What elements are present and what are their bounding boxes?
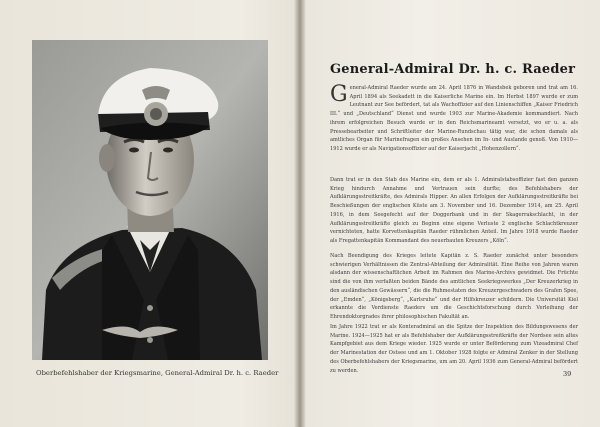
- paragraph-3: Nach Beendigung des Krieges leitete Kapitän z. S. Raeder zunächst unter besonders schwierigen Verhältnissen die Zentral-Abteilung der Admiralität. Eine Reihe von Jahren waren alsdann der wissenschaftlichen Arbeit im Rahmen des Marine-Archivs gewidmet. Die Früchte sind die von ihm verfaßten beiden Bände des amtlichen Seekriegswerkes „Der Kreuzerkrieg in den ausländischen Gewässern“, die die Ruhmestaten des Kreuzergeschwaders des Grafen Spee, der „Emden“, „Königsberg“, „Karlsruhe“ und der Hilfskreuzer schildern. Die Universität Kiel erkannte die Verdienste Raeders um die Geschichtsforschung durch Verleihung der Ehrendoktorgrades ihrer philosophischen Fakultät an.: [330, 253, 578, 320]
- paragraph-1-text: eneral-Admiral Raeder wurde am 24. April 1876 in Wandsbek geboren und trat am 16. April 1894 als Seekadett in die Kaiserliche Marine ein. Im Herbst 1897 wurde er zum Leutnant zur See befördert, tat als Wachoffizier auf den Linienschiffen „Kaiser Friedrich III.“ und „Deutschland“ Dienst und wurde 1903 zur Marine-Akademie kommandiert. Nach ihrem erfolgreichen Besuch wurde er in den Reichsmarineamt versetzt, wo er u. a. als Pressebearbeiter und Schriftleiter der Marine-Rundschau tätig war, die schon damals als amtliches Organ für Marinefragen ein großes Ansehen im In- und Auslande genoß. Von 1910—1912 wurde er als Navigationsoffizier auf der Kaiserjacht „Hohenzollern“.: [330, 85, 578, 152]
- paragraph-1: [330, 84, 578, 172]
- drop-cap: G: [330, 82, 348, 107]
- page-number: 39: [563, 370, 572, 378]
- portrait-photo: [32, 40, 268, 360]
- article-title: General-Admiral Dr. h. c. Raeder: [330, 62, 576, 77]
- paragraph-4: Im Jahre 1922 trat er als Konteradmiral an die Spitze der Inspektion des Bildungswesens der Marine. 1924—1925 hat er als Befehlshaber der Aufklärungsstreitkräfte der Nordsee sein altes Kampfgebiet aus dem Kriege wieder. 1925 wurde er unter Beförderung zum Vizeadmiral Chef der Marinestation der Ostsee und am 1. Oktober 1928 folgte er Admiral Zenker in der Stellung des Oberbefehlshabers der Kriegsmarine, um am 20. April 1936 zum General-Admiral befördert zu werden.: [330, 324, 578, 374]
- paragraph-2: Dann trat er in den Stab des Marine ein, dem er als 1. Admiralstabsoffizier fast den ganzen Krieg hindurch Annahme und Vertrauen sein durfte; des Befehlshabers der Aufklärungsstreitkräfte, des Admirals Hipper. An allen Erfolgen der Aufklärungsstreitkräfte bei Beschießungen der englischen Küste am 3. November und 16. Dezember 1914, am 25. April 1916, in dem Seegefecht auf der Doggerbank und in der Skagerrakschlacht, in der Aufklärungsstreitkräfte gleich zu Beginn eine eigene Verluste 2 englische Schlachtkreuzer vernichteten, hatte Korvettenkapitän Raeder rühmlichen Anteil. Im Jahre 1918 wurde Raeder als Fregattenkapitän Kommandant des neuerbauten Kreuzers „Köln“.: [330, 177, 578, 244]
- left-page: [0, 0, 298, 427]
- photo-caption: Oberbefehlshaber der Kriegsmarine, General-Admiral Dr. h. c. Raeder: [36, 369, 279, 377]
- portrait-illustration: [32, 40, 268, 360]
